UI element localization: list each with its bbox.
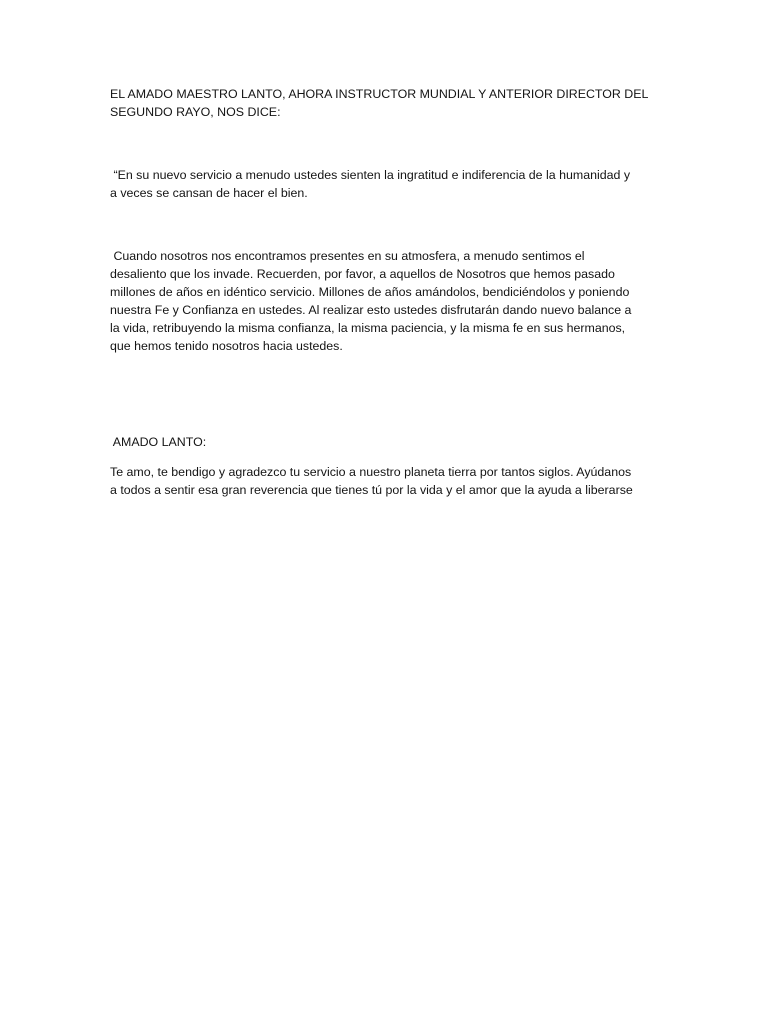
paragraph-line: la vida, retribuyendo la misma confianza, la misma paciencia, y la misma fe en sus hermanos, xyxy=(110,321,626,335)
heading-line: SEGUNDO RAYO, NOS DICE: xyxy=(110,105,281,119)
paragraph-line: “En su nuevo servicio a menudo ustedes sienten la ingratitud e indiferencia de la humanidad y xyxy=(110,168,631,182)
paragraph-line: Cuando nosotros nos encontramos presentes en su atmosfera, a menudo sentimos el xyxy=(110,249,585,263)
paragraph-3 xyxy=(110,463,658,499)
paragraph-1 xyxy=(110,166,658,202)
paragraph-line: que hemos tenido nosotros hacia ustedes. xyxy=(110,339,343,353)
paragraph-line: desaliento que los invade. Recuerden, por favor, a aquellos de Nosotros que hemos pasado xyxy=(110,267,615,281)
paragraph-line: millones de años en idéntico servicio. Millones de años amándolos, bendiciéndolos y poniendo xyxy=(110,285,630,299)
document-heading xyxy=(110,85,658,121)
paragraph-line: a todos a sentir esa gran reverencia que tienes tú por la vida y el amor que la ayuda a liberarse xyxy=(110,483,633,497)
paragraph-2 xyxy=(110,247,658,355)
paragraph-line: Te amo, te bendigo y agradezco tu servicio a nuestro planeta tierra por tantos siglos. Ayúdanos xyxy=(110,465,632,479)
heading-line: EL AMADO MAESTRO LANTO, AHORA INSTRUCTOR MUNDIAL Y ANTERIOR DIRECTOR DEL xyxy=(110,87,649,101)
subheading xyxy=(110,433,658,451)
paragraph-line: a veces se cansan de hacer el bien. xyxy=(110,186,308,200)
paragraph-line: nuestra Fe y Confianza en ustedes. Al realizar esto ustedes disfrutarán dando nuevo balance a xyxy=(110,303,632,317)
subheading-text: AMADO LANTO: xyxy=(110,435,207,449)
